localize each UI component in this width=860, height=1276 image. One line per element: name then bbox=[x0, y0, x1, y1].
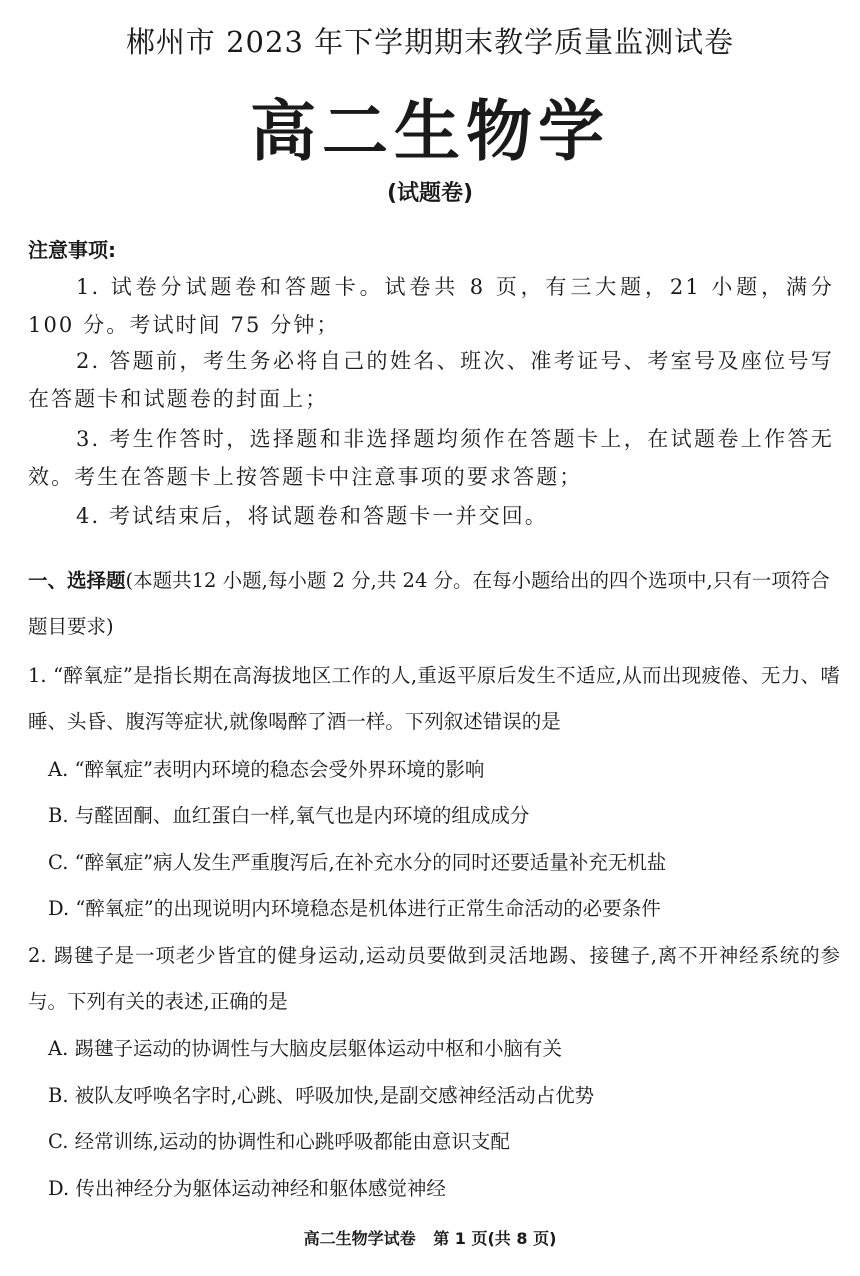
section-one-description: (本题共12 小题,每小题 2 分,共 24 分。在每小题给出的四个选项中,只有一项符合题目要求) bbox=[28, 569, 830, 638]
notice-item-3: 3. 考生作答时，选择题和非选择题均须作在答题卡上，在试题卷上作答无效。考生在答题卡上按答题卡中注意事项的要求答题； bbox=[28, 427, 834, 489]
question-1-option-c: C. “醉氧症”病人发生严重腹泻后,在补充水分的同时还要适量补充无机盐 bbox=[48, 851, 667, 874]
question-2-option-a: A. 踢毽子运动的协调性与大脑皮层躯体运动中枢和小脑有关 bbox=[48, 1037, 562, 1060]
notice-item-2: 2. 答题前，考生务必将自己的姓名、班次、准考证号、考室号及座位号写在答题卡和试题卷的封面上； bbox=[28, 349, 834, 411]
subject-title: 高二生物学 bbox=[250, 93, 610, 170]
question-2-stem: 2. 踢毽子是一项老少皆宜的健身运动,运动员要做到灵活地踢、接毽子,离不开神经系统的参与。下列有关的表述,正确的是 bbox=[28, 944, 840, 1013]
paper-type-label: (试题卷) bbox=[386, 181, 474, 206]
exam-title: 郴州市 2023 年下学期期末教学质量监测试卷 bbox=[125, 25, 735, 59]
question-1-option-a: A. “醉氧症”表明内环境的稳态会受外界环境的影响 bbox=[48, 758, 485, 781]
section-one-title: 一、选择题 bbox=[28, 569, 126, 592]
notice-item-1: 1. 试卷分试题卷和答题卡。试卷共 8 页，有三大题，21 小题，满分 100 分。考试时间 75 分钟； bbox=[28, 275, 834, 337]
notice-item-4: 4. 考试结束后，将试题卷和答题卡一并交回。 bbox=[76, 504, 548, 528]
question-1-option-d: D. “醉氧症”的出现说明内环境稳态是机体进行正常生命活动的必要条件 bbox=[48, 897, 661, 920]
page-footer bbox=[0, 1226, 860, 1249]
footer-paper-name: 高二生物学试卷 bbox=[303, 1229, 416, 1248]
question-2-option-b: B. 被队友呼唤名字时,心跳、呼吸加快,是副交感神经活动占优势 bbox=[48, 1084, 595, 1107]
question-1-option-b: B. 与醛固酮、血红蛋白一样,氧气也是内环境的组成成分 bbox=[48, 804, 530, 827]
question-2-option-c: C. 经常训练,运动的协调性和心跳呼吸都能由意识支配 bbox=[48, 1130, 510, 1153]
notice-heading: 注意事项: bbox=[28, 238, 116, 262]
question-2-option-d: D. 传出神经分为躯体运动神经和躯体感觉神经 bbox=[48, 1177, 446, 1200]
section-one-header bbox=[28, 558, 838, 650]
footer-page-number: 第 1 页(共 8 页) bbox=[433, 1229, 557, 1248]
question-1-stem: 1. “醉氧症”是指长期在高海拔地区工作的人,重返平原后发生不适应,从而出现疲倦、无力、嗜睡、头昏、腹泻等症状,就像喝醉了酒一样。下列叙述错误的是 bbox=[28, 664, 840, 733]
